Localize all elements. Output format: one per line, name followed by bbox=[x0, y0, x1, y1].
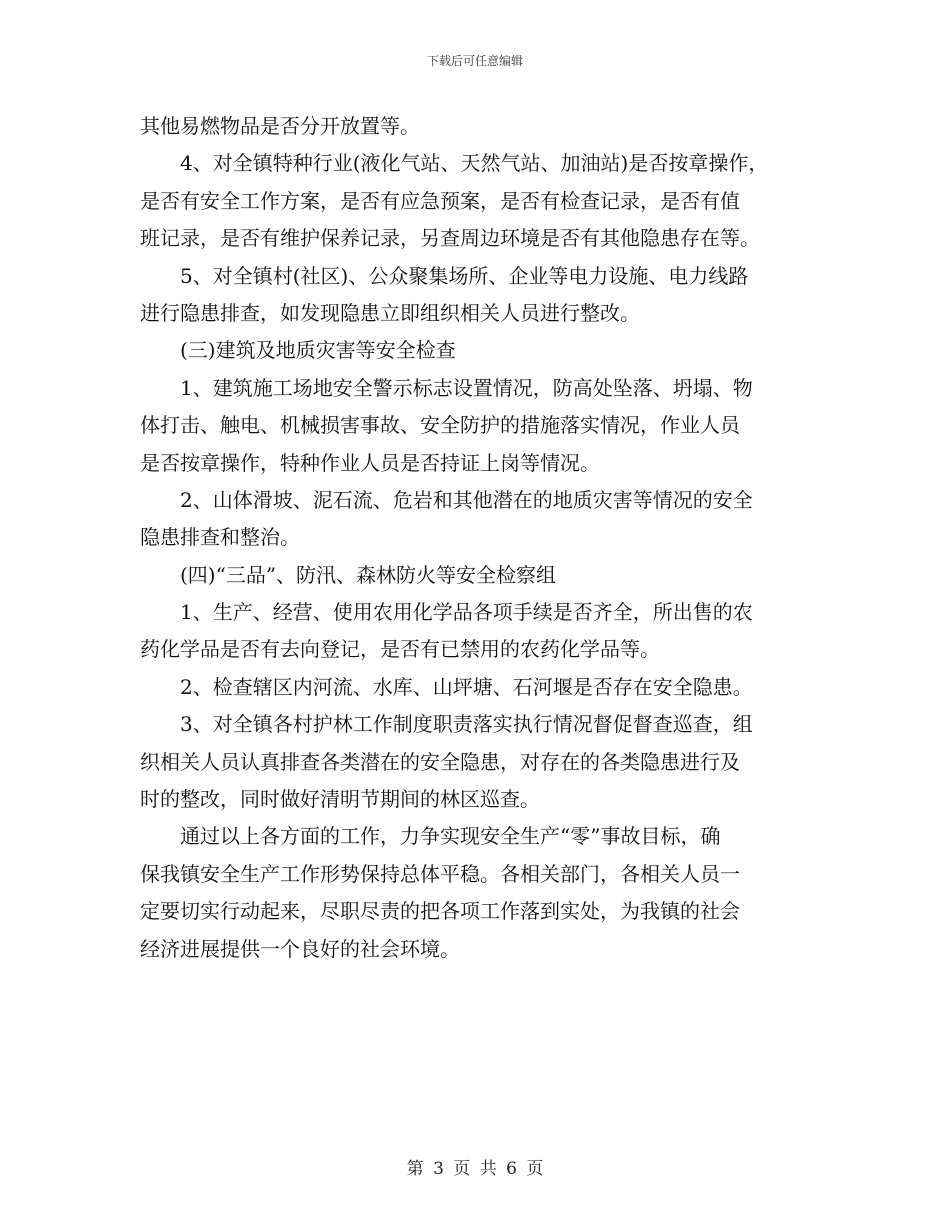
document-body bbox=[140, 108, 820, 968]
section-heading: (四)“三品”、防汛、森林防火等安全检察组 bbox=[180, 562, 557, 587]
text-line: 1、建筑施工场地安全警示标志设置情况，防高处坠落、坍塌、物 bbox=[180, 375, 753, 400]
text-line: 通过以上各方面的工作，力争实现安全生产“零”事故目标，确 bbox=[180, 824, 721, 849]
header-note: 下载后可任意编辑 bbox=[426, 54, 523, 68]
text-line: 其他易燃物品是否分开放置等。 bbox=[140, 114, 420, 138]
text-line: 2、山体滑坡、泥石流、危岩和其他潜在的地质灾害等情况的安全 bbox=[180, 487, 753, 512]
section-heading: (三)建筑及地质灾害等安全检查 bbox=[180, 338, 456, 363]
page-number: 第 3 页 共 6 页 bbox=[406, 1159, 544, 1179]
text-line: 保我镇安全生产工作形势保持总体平稳。各相关部门，各相关人员一 bbox=[140, 861, 740, 886]
text-line: 经济进展提供一个良好的社会环境。 bbox=[140, 936, 460, 961]
text-line: 织相关人员认真排查各类潜在的安全隐患，对存在的各类隐患进行及 bbox=[140, 749, 740, 774]
text-line: 进行隐患排查，如发现隐患立即组织相关人员进行整改。 bbox=[140, 300, 640, 325]
text-line: 4、对全镇特种行业(液化气站、天然气站、加油站)是否按章操作， bbox=[180, 151, 769, 176]
text-line: 班记录，是否有维护保养记录，另查周边环境是否有其他隐患存在等。 bbox=[140, 226, 760, 251]
text-line: 药化学品是否有去向登记，是否有已禁用的农药化学品等。 bbox=[140, 637, 660, 662]
text-line: 2、检查辖区内河流、水库、山坪塘、石河堰是否存在安全隐患。 bbox=[180, 674, 753, 699]
text-line: 体打击、触电、机械损害事故、安全防护的措施落实情况，作业人员 bbox=[140, 413, 740, 438]
text-line: 是否按章操作，特种作业人员是否持证上岗等情况。 bbox=[140, 450, 600, 475]
text-line: 5、对全镇村(社区)、公众聚集场所、企业等电力设施、电力线路 bbox=[180, 263, 749, 288]
text-line: 隐患排查和整治。 bbox=[140, 525, 300, 550]
text-line: 时的整改，同时做好清明节期间的林区巡查。 bbox=[140, 787, 540, 812]
text-line: 定要切实行动起来，尽职尽责的把各项工作落到实处，为我镇的社会 bbox=[140, 899, 740, 924]
text-line: 1、生产、经营、使用农用化学品各项手续是否齐全，所出售的农 bbox=[180, 600, 753, 625]
text-line: 是否有安全工作方案，是否有应急预案，是否有检查记录，是否有值 bbox=[140, 188, 740, 213]
text-line: 3、对全镇各村护林工作制度职责落实执行情况督促督查巡查，组 bbox=[180, 712, 753, 737]
